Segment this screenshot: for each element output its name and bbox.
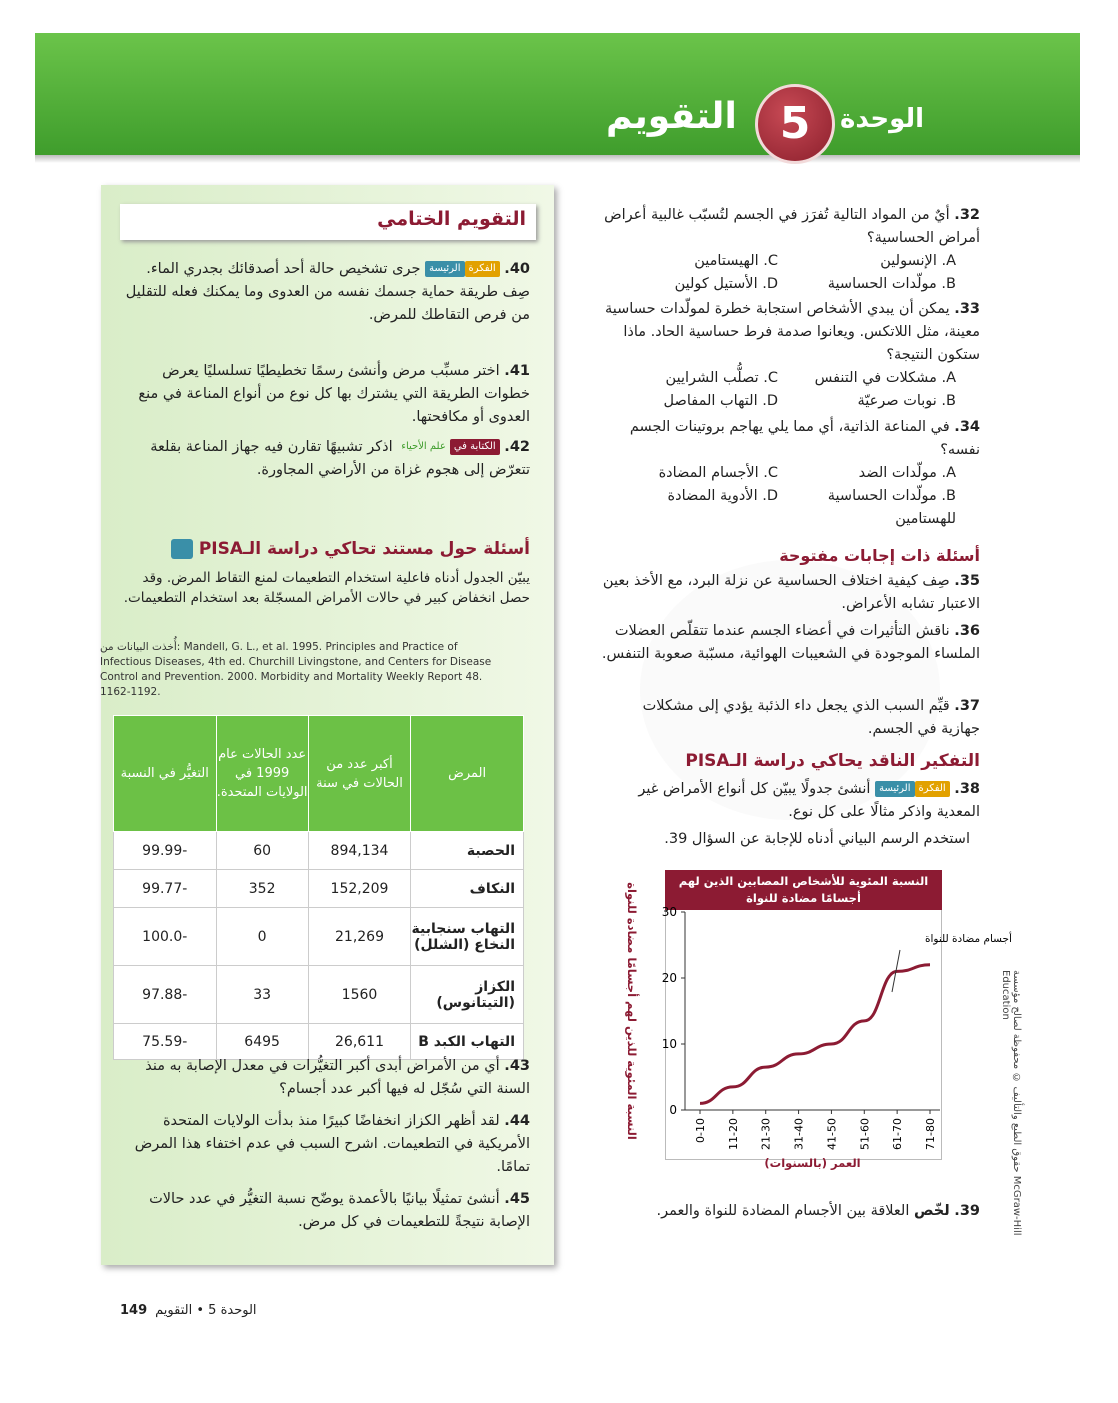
table-row xyxy=(114,966,524,1024)
question-43 xyxy=(120,1055,530,1101)
table-row xyxy=(114,832,524,870)
cell-change: -99.77 xyxy=(114,870,217,908)
q34-option-d[interactable]: D. الأدوية المضادة xyxy=(667,488,778,504)
footer-section-name: التقويم xyxy=(155,1303,193,1318)
cell-change: -97.88 xyxy=(114,966,217,1024)
series-line xyxy=(700,965,930,1104)
cell-disease: النكاف xyxy=(411,870,524,908)
y-tick-label: 20 xyxy=(661,971,677,985)
cell-max: 26,611 xyxy=(308,1024,411,1060)
source-prefix: أُخذت البيانات من: xyxy=(100,641,181,653)
q38-tag-idea: الفكرة xyxy=(915,781,950,797)
y-tick-label: 0 xyxy=(669,1103,677,1117)
x-tick-label: 71-80 xyxy=(924,1118,937,1150)
panel-title: التقويم الختامي xyxy=(377,208,526,230)
data-source xyxy=(100,640,505,700)
q39-number: 39. xyxy=(954,1203,980,1219)
x-tick-label: 0-10 xyxy=(694,1118,707,1143)
q33-option-b[interactable]: B. نوبات صرعيّة xyxy=(857,393,956,409)
question-37 xyxy=(600,695,980,741)
cell-disease: الكزاز (التيتانوس) xyxy=(411,966,524,1024)
cell-change: -100.0 xyxy=(114,908,217,966)
q33-text: يمكن أن يبدي الأشخاص استجابة خطرة لمولّدات حساسية معينة، مثل اللاتكس. ويعانوا صدمة فرط حساسية الحاد. ماذا ستكون النتيجة؟ xyxy=(604,301,980,363)
x-tick-label: 61-70 xyxy=(891,1118,905,1150)
q40-tag-idea: الفكرة xyxy=(465,261,500,277)
q38-text: أنشئ جدولًا يبيّن كل أنواع الأمراض غير المعدية واذكر مثالًا على كل نوع. xyxy=(638,781,980,820)
question-34 xyxy=(600,416,980,531)
cell-disease: التهاب سنجابية النخاع (الشلل) xyxy=(411,908,524,966)
copyright-note: حقوق الطبع والتأليف © محفوظة لصالح مؤسسة McGraw-Hill Education xyxy=(1000,970,1022,1236)
source-text: Mandell, G. L., et al. 1995. Principles and Practice of Infectious Diseases, 4th ed. Churchill Livingstone, and Centers for Disease Control and Prevention. 2000. Morbidity and Mortality Weekly Report 48. 1162-1192. xyxy=(100,641,492,698)
q39-text: العلاقة بين الأجسام المضادة للنواة والعمر. xyxy=(656,1203,910,1219)
q40-tag-main: الرئيسة xyxy=(425,261,464,277)
q38-tag-main: الرئيسة xyxy=(875,781,914,797)
pisa-doc-title xyxy=(120,538,530,561)
cell-1999: 0 xyxy=(216,908,308,966)
header-disease: المرض xyxy=(411,716,524,832)
q45-number: 45. xyxy=(504,1191,530,1207)
q32-option-c[interactable]: C. الهيستامين xyxy=(694,253,778,269)
header-band xyxy=(35,33,1080,155)
table-row xyxy=(114,908,524,966)
x-tick-label: 31-40 xyxy=(792,1118,806,1150)
q32-option-d[interactable]: D. الأستيل كولين xyxy=(674,276,778,292)
q32-option-a[interactable]: A. الإنسولين xyxy=(880,253,956,269)
question-42 xyxy=(120,436,530,482)
cell-max: 152,209 xyxy=(308,870,411,908)
chart-intro: استخدم الرسم البياني أدناه للإجابة عن السؤال 39. xyxy=(664,831,970,847)
question-36 xyxy=(600,620,980,666)
header-shadow xyxy=(35,155,1080,163)
q44-text: لقد أظهر الكزاز انخفاضًا كبيرًا منذ بدأت الولايات المتحدة الأمريكية في التطعيمات. اشرح السبب في عدم اختفاء هذا المرض تمامًا. xyxy=(134,1113,530,1175)
q42-tag-writing: الكتابة في xyxy=(450,439,500,455)
question-45 xyxy=(120,1188,530,1234)
q42-number: 42. xyxy=(504,439,530,455)
cell-max: 1560 xyxy=(308,966,411,1024)
q39-verb: لخّص xyxy=(914,1203,950,1219)
q44-number: 44. xyxy=(504,1113,530,1129)
cell-change: -75.59 xyxy=(114,1024,217,1060)
question-44 xyxy=(120,1110,530,1179)
x-tick-label: 21-30 xyxy=(759,1118,773,1150)
q34-options xyxy=(600,462,980,531)
q43-number: 43. xyxy=(504,1058,530,1074)
q43-text: أي من الأمراض أبدى أكبر التغيُّرات في معدل الإصابة به منذ السنة التي سُجّل له فيها أكبر عدد أجسام؟ xyxy=(145,1058,530,1097)
header-change: التغيُّر في النسبة xyxy=(114,716,217,832)
critical-thinking-title: التفكير الناقد يحاكي دراسة الـPISA xyxy=(685,751,980,771)
chart-title: النسبة المئوية للأشخاص المصابين الذين لهم أجسامًا مضادة للنواة xyxy=(665,870,942,910)
page-title: التقويم xyxy=(606,96,737,137)
q34-option-b[interactable]: B. مولّدات الحساسية للهستامين xyxy=(827,488,956,527)
footer-unit: الوحدة 5 xyxy=(208,1303,257,1318)
question-40 xyxy=(120,258,530,327)
q37-number: 37. xyxy=(954,698,980,714)
q37-text: قيِّم السبب الذي يجعل داء الذئبة يؤدي إلى مشكلات جهازية في الجسم. xyxy=(642,698,980,737)
cell-disease: الحصبة xyxy=(411,832,524,870)
q42-text: اذكر تشبيهًا تقارن فيه جهاز المناعة بقلعة تتعرّض إلى هجوم غزاة من الأراضي المجاورة. xyxy=(150,439,530,478)
q34-option-a[interactable]: A. مولّدات الضد xyxy=(858,465,956,481)
q32-number: 32. xyxy=(954,207,980,223)
question-39 xyxy=(600,1200,980,1223)
footer-section xyxy=(155,1303,256,1318)
q41-number: 41. xyxy=(504,363,530,379)
cell-max: 21,269 xyxy=(308,908,411,966)
pisa-doc-title-text: أسئلة حول مستند تحاكي دراسة الـPISA xyxy=(198,539,530,559)
q34-text: في المناعة الذاتية، أي مما يلي يهاجم بروتينات الجسم نفسه؟ xyxy=(629,419,980,458)
cell-1999: 33 xyxy=(216,966,308,1024)
unit-number-badge: 5 xyxy=(755,84,835,164)
q42-tag-biology: علم الأحياء xyxy=(401,441,446,452)
q41-text: اختر مسبِّب مرض وأنشئ رسمًا تخطيطيًا تسلسليًا يعرض خطوات الطريقة التي يشترك بها كل نوع من أنواع المناعة في منع العدوى أو مكافحتها. xyxy=(138,363,530,425)
cell-change: -99.99 xyxy=(114,832,217,870)
table-row xyxy=(114,870,524,908)
q33-options xyxy=(600,367,980,413)
y-tick-label: 10 xyxy=(661,1037,677,1051)
unit-label: الوحدة xyxy=(840,104,925,134)
y-tick-label: 30 xyxy=(661,905,677,919)
open-questions-title: أسئلة ذات إجابات مفتوحة xyxy=(779,546,980,565)
pisa-intro: يبيّن الجدول أدناه فاعلية استخدام التطعيمات لمنع التقاط المرض. وقد حصل انخفاض كبير في حالات الأمراض المسجّلة بعد استخدام التطعيمات. xyxy=(123,570,530,606)
cell-1999: 60 xyxy=(216,832,308,870)
q33-option-d[interactable]: D. التهاب المفاصل xyxy=(663,393,778,409)
x-tick-label: 51-60 xyxy=(858,1118,872,1150)
q33-option-c[interactable]: C. تصلُّب الشرايين xyxy=(665,370,778,386)
header-1999-cases: عدد الحالات عام 1999 في الولايات المتحدة. xyxy=(216,716,308,832)
q40-text: جرى تشخيص حالة أحد أصدقائك بجدري الماء. صِف طريقة حماية جسمك نفسه من العدوى وما يمكنك فعله للتقليل من فرص التقاطك للمرض. xyxy=(125,261,530,323)
q38-number: 38. xyxy=(954,781,980,797)
x-axis-label: العمر (بالسنوات) xyxy=(764,1156,861,1170)
q32-option-b[interactable]: B. مولّدات الحساسية xyxy=(827,276,956,292)
q36-text: ناقش التأثيرات في أعضاء الجسم عندما تتقلّص العضلات الملساء الموجودة في الشعيبات الهوائية، مسبّبة صعوبة التنفس. xyxy=(601,623,980,662)
x-tick-label: 11-20 xyxy=(726,1118,740,1150)
question-33 xyxy=(600,298,980,413)
q34-option-c[interactable]: C. الأجسام المضادة xyxy=(658,465,778,481)
q45-text: أنشئ تمثيلًا بيانيًا بالأعمدة يوضّح نسبة التغيُّر في عدد حالات الإصابة نتيجةً للتطعيمات في كل مرض. xyxy=(149,1191,530,1230)
q40-number: 40. xyxy=(504,261,530,277)
q32-text: أيٌ من المواد التالية تُفرَز في الجسم لتُسبّب غالبية أعراض أمراض الحساسية؟ xyxy=(604,207,980,246)
vaccination-table xyxy=(113,715,524,1060)
question-41 xyxy=(120,360,530,429)
cell-1999: 352 xyxy=(216,870,308,908)
y-axis-label: النسبة المئوية للذين لهم أجسامًا مضادة للنواة xyxy=(625,882,639,1140)
q35-number: 35. xyxy=(954,573,980,589)
question-35 xyxy=(600,570,980,616)
chart-annotation: أجسام مضادة للنواة xyxy=(925,933,1012,945)
cell-1999: 6495 xyxy=(216,1024,308,1060)
table-header-row xyxy=(114,716,524,832)
q33-number: 33. xyxy=(954,301,980,317)
question-38 xyxy=(600,778,980,824)
page-footer xyxy=(120,1303,280,1318)
footer-bullet: • xyxy=(196,1303,205,1318)
page-number: 149 xyxy=(120,1303,148,1318)
x-tick-label: 41-50 xyxy=(825,1118,839,1150)
q36-number: 36. xyxy=(954,623,980,639)
q32-options xyxy=(600,250,980,296)
q35-text: صِف كيفية اختلاف الحساسية عن نزلة البرد، مع الأخذ بعين الاعتبار تشابه الأعراض. xyxy=(602,573,980,612)
header-max-cases: أكبر عدد من الحالات في سنة xyxy=(308,716,411,832)
cell-max: 894,134 xyxy=(308,832,411,870)
pisa-icon xyxy=(171,539,193,559)
cell-disease: التهاب الكبد B xyxy=(411,1024,524,1060)
q33-option-a[interactable]: A. مشكلات في التنفس xyxy=(814,370,956,386)
q34-number: 34. xyxy=(954,419,980,435)
question-32 xyxy=(600,204,980,296)
